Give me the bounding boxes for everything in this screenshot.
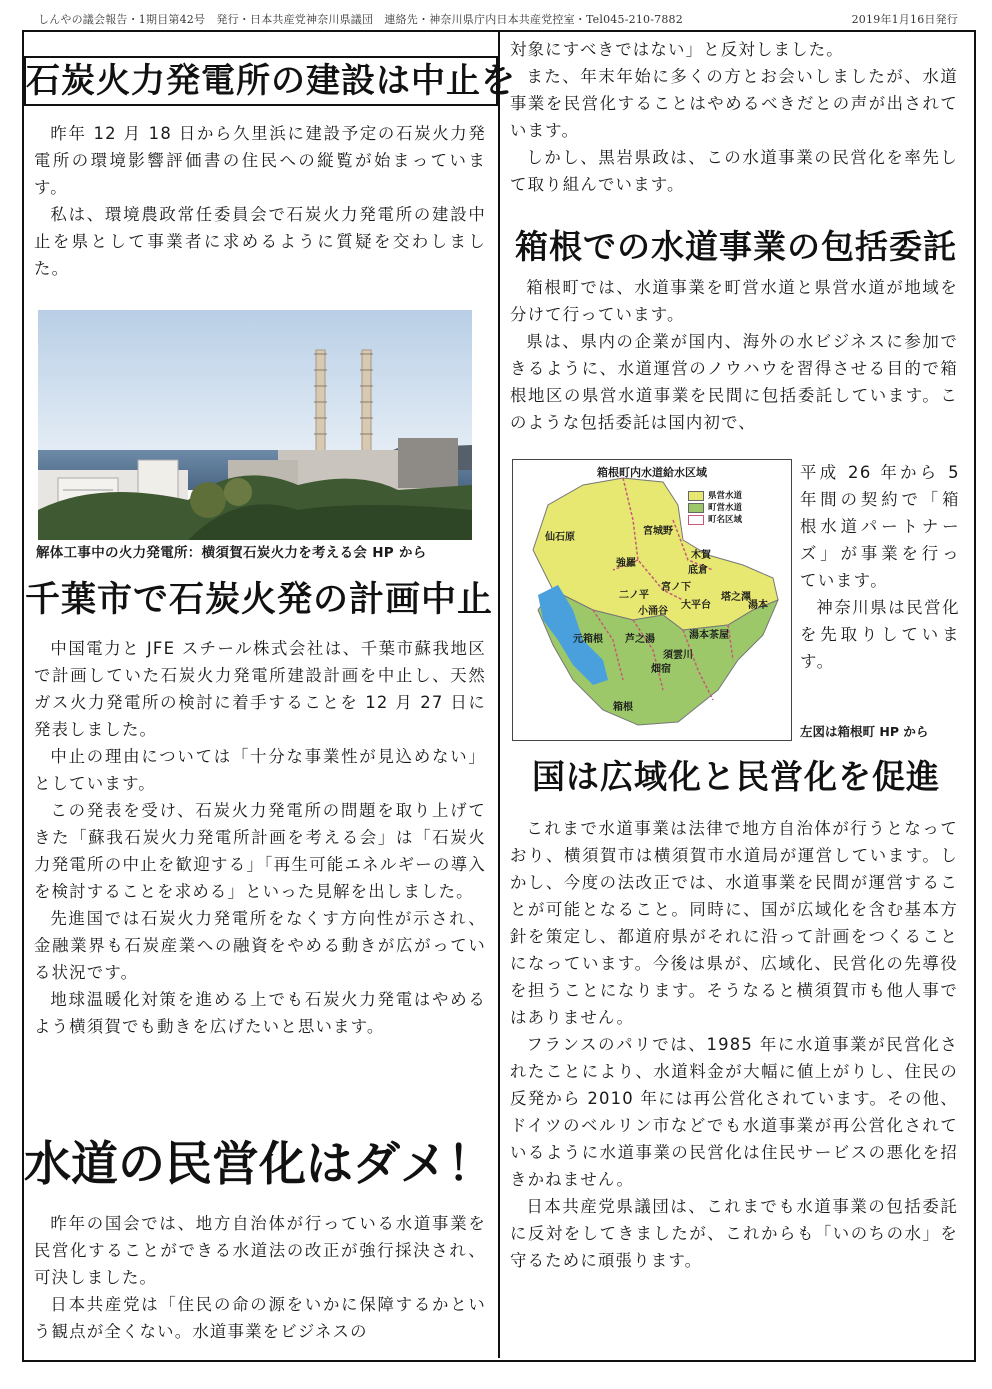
photo-caption: 解体工事中の火力発電所：横須賀石炭火力を考える会 HP から — [36, 545, 427, 561]
chiba-title: 千葉市で石炭火発の計画中止 — [24, 580, 493, 620]
map-credit: 左図は箱根町 HP から — [800, 724, 929, 739]
coal-title: 石炭火力発電所の建設は中止を — [24, 56, 498, 106]
chiba-paragraph-3: この発表を受け、石炭火力発電所の問題を取り上げてきた「蘇我石炭火力発電所計画を考える会」は「石炭火力発電所の中止を歓迎する」「再生可能エネルギーの導入を検討することを求める」といった見解を出しました。 — [34, 801, 486, 901]
map-label: 底倉 — [688, 565, 708, 576]
chiba-paragraph-2: 中止の理由については「十分な事業性が見込めない」としています。 — [34, 747, 486, 793]
hakone-wrap-text — [800, 459, 960, 675]
hakone-paragraph-2: 県は、県内の企業が国内、海外の水ビジネスに参加できるように、水道運営のノウハウを習得させる目的で箱根地区の県営水道事業を民間に包括委託しています。このような包括委託は国内初で、 — [510, 332, 958, 432]
coal-paragraph-2: 私は、環境農政常任委員会で石炭火力発電所の建設中止を県として事業者に求めるように質疑を交わしました。 — [34, 205, 486, 278]
kuni-body — [510, 815, 958, 1274]
power-plant-photo — [38, 310, 472, 540]
hakone-paragraph-3: 平成 26 年から 5 年間の契約で「箱根水道パートナーズ」が事業を行っています。 — [800, 463, 960, 590]
water-continuation: 対象にすべきではない」と反対しました。 — [510, 40, 844, 59]
kuni-title: 国は広域化と民営化を促進 — [532, 757, 940, 796]
hakone-water-map — [512, 459, 792, 741]
water-paragraph-2: 日本共産党は「住民の命の源をいかに保障するかという観点が全くない。水道事業をビジネスの — [34, 1295, 486, 1341]
hakone-paragraph-1: 箱根町では、水道事業を町営水道と県営水道が地域を分けて行っています。 — [510, 278, 958, 324]
water-paragraph-1: 昨年の国会では、地方自治体が行っている水道事業を民営化することができる水道法の改正が強行採決され、可決しました。 — [34, 1214, 486, 1287]
map-label: 元箱根 — [573, 634, 603, 645]
kuni-paragraph-2: フランスのパリでは、1985 年に水道事業が民営化されたことにより、水道料金が大幅に値上がりし、住民の反発から 2010 年には再公営化されています。その他、ドイツのベルリン市などでも水道事業が再公営化されているように水道事業の民営化は住民サービスの悪化を招きかねません。 — [510, 1035, 958, 1189]
header-publisher: しんやの議会報告・1期目第42号 発行・日本共産党神奈川県議団 連絡先・神奈川県庁内日本共産党控室・Tel045-210-7882 — [38, 13, 683, 26]
water-body-continued — [510, 36, 958, 198]
page-header — [38, 8, 958, 28]
map-label: 仙石原 — [545, 532, 575, 543]
chiba-body — [34, 635, 486, 1040]
water-body — [34, 1210, 486, 1345]
hakone-body — [510, 274, 958, 436]
coal-body — [34, 120, 486, 282]
map-label: 箱根 — [613, 702, 633, 713]
map-label: 畑宿 — [651, 664, 671, 675]
map-label: 小涌谷 — [638, 606, 668, 617]
map-label: 二ノ平 — [619, 590, 649, 601]
map-label: 湯本 — [748, 600, 768, 611]
chiba-paragraph-1: 中国電力と JFE スチール株式会社は、千葉市蘇我地区で計画していた石炭火力発電所建設計画を中止し、天然ガス火力発電所の検討に着手することを 12 月 27 日に発表しました。 — [34, 639, 486, 739]
water-paragraph-3: また、年末年始に多くの方とお会いしましたが、水道事業を民営化することはやめるべきだとの声が出されています。 — [510, 67, 958, 140]
hakone-title: 箱根での水道事業の包括委託 — [515, 227, 957, 266]
kuni-paragraph-1: これまで水道事業は法律で地方自治体が行うとなっており、横須賀市は横須賀市水道局が運営しています。しかし、今度の法改正では、水道事業を民間が運営することが可能となること。同時に、国が広域化を含む基本方針を策定し、都道府県がそれに沿って計画をつくることになっています。今後は県が、広域化、民営化の先導役を担うことになります。そうなると横須賀市も他人事ではありません。 — [510, 819, 958, 1027]
map-label: 強羅 — [616, 558, 636, 569]
kuni-paragraph-3: 日本共産党県議団は、これまでも水道事業の包括委託に反対をしてきましたが、これからも「いのちの水」を守るために頑張ります。 — [510, 1197, 958, 1270]
chiba-paragraph-4: 先進国では石炭火力発電所をなくす方向性が示され、金融業界も石炭産業への融資をやめる動きが広がっている状況です。 — [34, 909, 486, 982]
water-paragraph-4: しかし、黒岩県政は、この水道事業の民営化を率先して取り組んでいます。 — [510, 148, 958, 194]
map-label: 宮城野 — [643, 526, 673, 537]
map-label: 大平台 — [681, 600, 711, 611]
legend-prefectural: 県営水道 — [688, 490, 742, 502]
map-label: 木賀 — [691, 550, 711, 561]
map-label: 須雲川 — [663, 650, 693, 661]
chiba-paragraph-5: 地球温暖化対策を進める上でも石炭火力発電はやめるよう横須賀でも動きを広げたいと思います。 — [34, 990, 486, 1036]
coal-paragraph-1: 昨年 12 月 18 日から久里浜に建設予定の石炭火力発電所の環境影響評価書の住民への縦覧が始まっています。 — [34, 124, 486, 197]
legend-town: 町営水道 — [688, 502, 742, 514]
header-date: 2019年1月16日発行 — [851, 13, 958, 26]
hakone-paragraph-4: 神奈川県は民営化を先取りしています。 — [800, 598, 960, 671]
map-legend — [688, 490, 742, 526]
map-title: 箱根町内水道給水区域 — [597, 466, 707, 479]
legend-districts: 町名区域 — [688, 514, 742, 526]
map-label: 湯本茶屋 — [689, 630, 729, 641]
map-label: 芦之湯 — [625, 634, 655, 645]
map-label: 塔之澤 — [721, 592, 751, 603]
map-label: 宮ノ下 — [661, 582, 691, 593]
water-title: 水道の民営化はダメ！ — [24, 1137, 494, 1192]
